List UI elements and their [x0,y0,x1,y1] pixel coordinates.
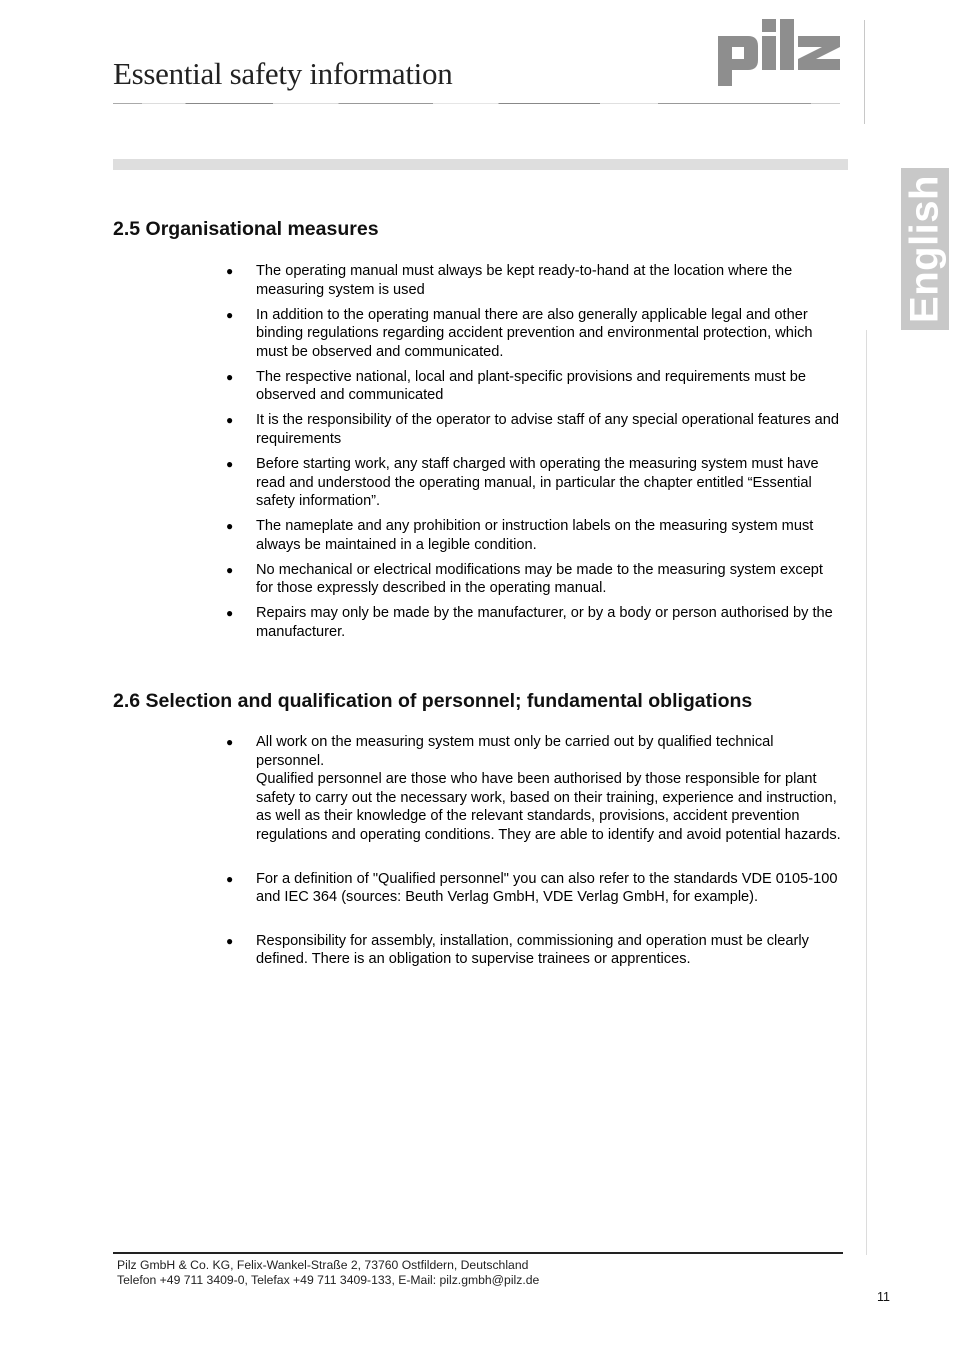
pilz-logo [716,16,842,88]
list-item: ● No mechanical or electrical modifications may be made to the measuring system except for those expressly described in the operating manual. [226,561,844,598]
footer-divider [113,1252,843,1254]
personnel-obligations-list [226,733,844,994]
page-header-title: Essential safety information [113,56,453,91]
footer-address: Pilz GmbH & Co. KG, Felix-Wankel-Straße 2, 73760 Ostfildern, Deutschland [117,1258,529,1272]
language-tab-label: English [902,175,947,323]
section-banner-bar [113,159,848,170]
language-tab [901,168,949,330]
list-item [226,733,844,845]
list-item: ● Responsibility for assembly, installation, commissioning and operation must be clearly defined. There is an obligation to supervise trainees or apprentices. [226,932,844,969]
header-divider [113,103,840,104]
list-item: ● Repairs may only be made by the manufacturer, or by a body or person authorised by the manufacturer. [226,604,844,641]
section-heading-organisational-measures: 2.5 Organisational measures [113,218,379,240]
footer-contact: Telefon +49 711 3409-0, Telefax +49 711 3409-133, E-Mail: pilz.gmbh@pilz.de [117,1273,540,1287]
list-item: ● The nameplate and any prohibition or instruction labels on the measuring system must always be maintained in a legible condition. [226,517,844,554]
list-item-text: All work on the measuring system must only be carried out by qualified technical personnel. [256,734,774,769]
list-item: ● For a definition of "Qualified personnel" you can also refer to the standards VDE 0105-100 and IEC 364 (sources: Beuth Verlag GmbH, VDE Verlag GmbH, for example). [226,870,844,907]
margin-divider-top [864,20,865,124]
page-number: 11 [877,1290,890,1304]
organisational-measures-list [226,262,844,648]
list-item: ● The operating manual must always be kept ready-to-hand at the location where the measuring system is used [226,262,844,299]
list-item-continuation: Qualified personnel are those who have been authorised by those responsible for plant safety to carry out the necessary work, based on their training, experience and instruction, as well as their knowledge of the relevant standards, provisions, accident prevention regulations and operating conditions. They are able to identify and avoid potential hazards. [256,771,841,843]
list-item: ● In addition to the operating manual there are also generally applicable legal and other binding regulations regarding accident prevention and environmental protection, which must be observed and communicated. [226,306,844,362]
section-heading-personnel: 2.6 Selection and qualification of personnel; fundamental obligations [113,690,753,712]
list-item: ● Before starting work, any staff charged with operating the measuring system must have read and understood the operating manual, in particular the chapter entitled “Essential safety information”. [226,455,844,511]
margin-divider [866,330,867,1255]
list-item: ● It is the responsibility of the operator to advise staff of any special operational features and requirements [226,411,844,448]
list-item: ● The respective national, local and plant-specific provisions and requirements must be observed and communicated [226,368,844,405]
